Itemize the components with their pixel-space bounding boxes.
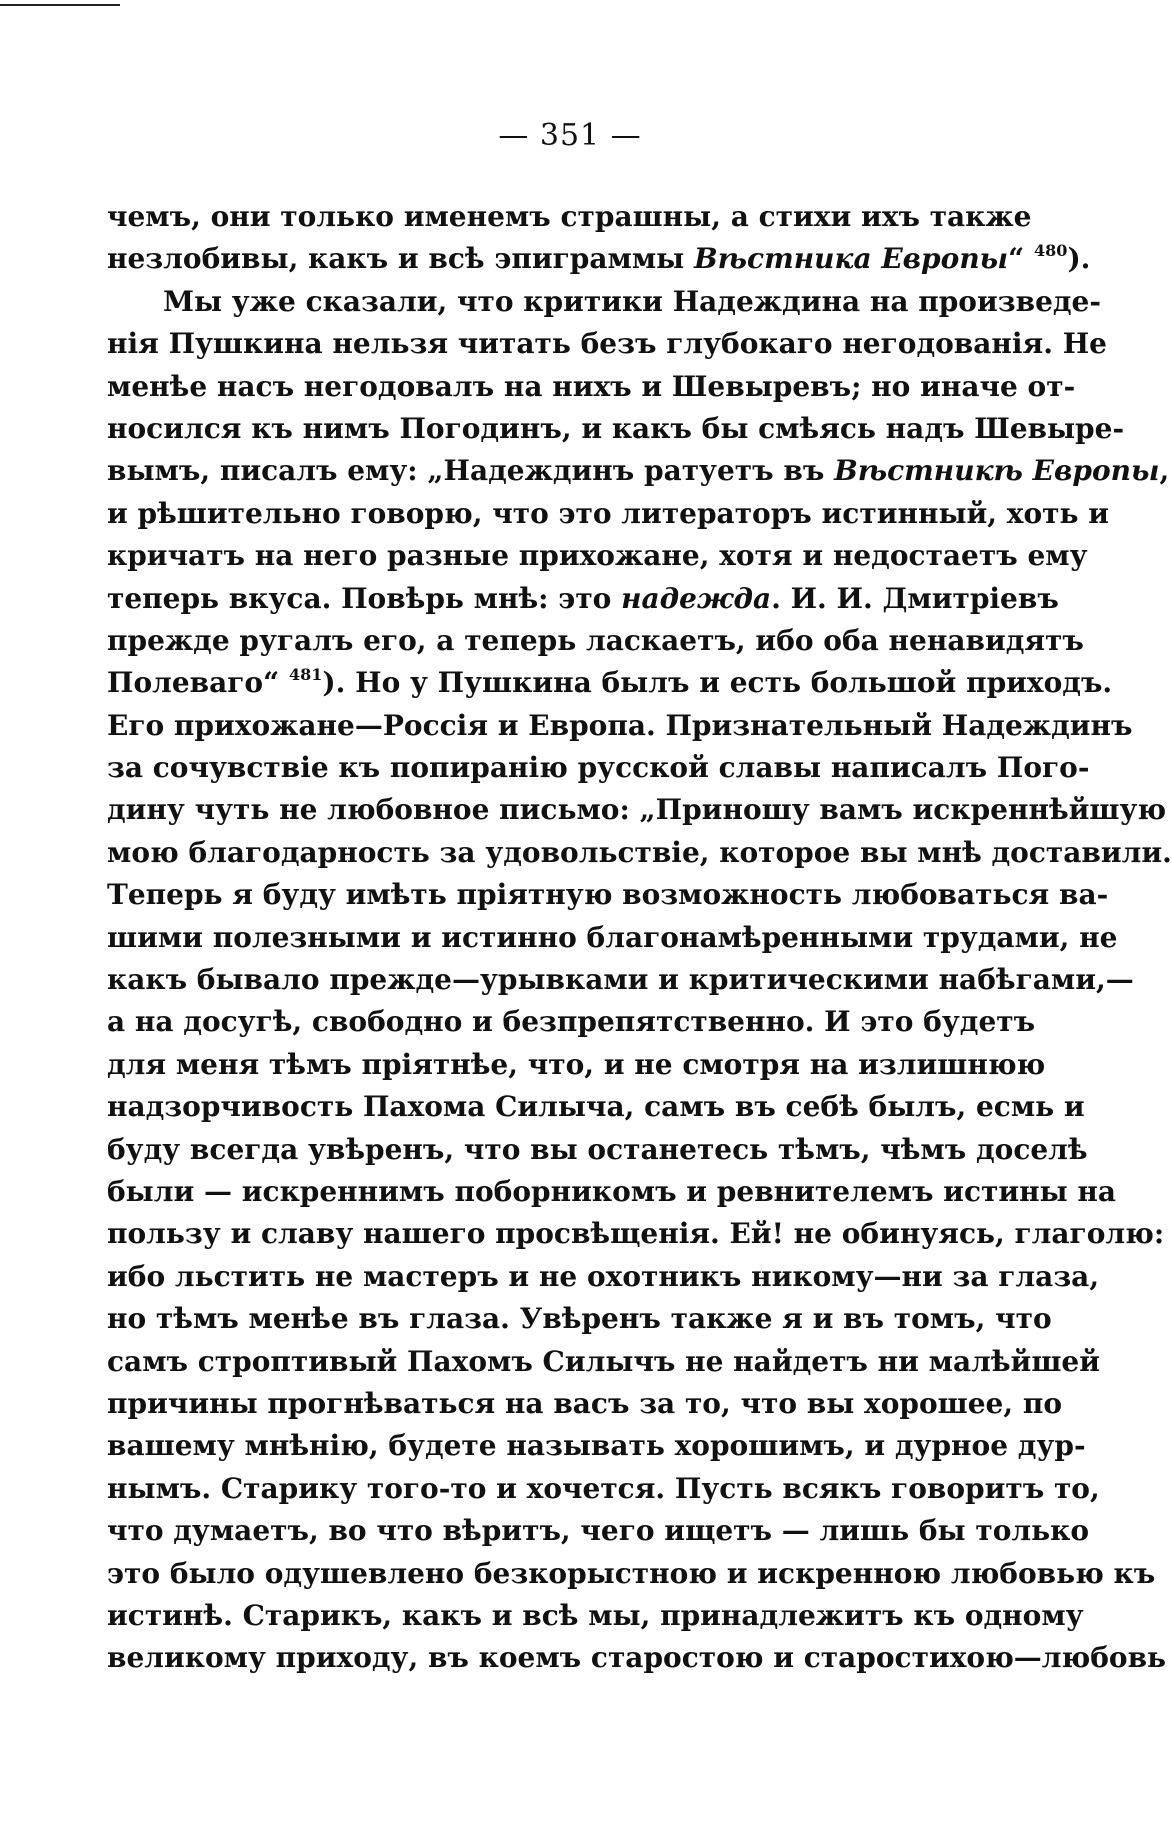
text-run: ). xyxy=(1067,242,1091,276)
text-run: нымъ. Старику того-то и хочется. Пусть всякъ говоритъ то, xyxy=(107,1471,1100,1505)
text-line xyxy=(107,959,1134,1001)
text-run: ). Но у Пушкина былъ и есть большой приходъ. xyxy=(322,666,1113,700)
text-line xyxy=(107,917,1118,959)
text-line xyxy=(107,1001,1036,1043)
page-number: — 351 — xyxy=(498,118,642,153)
text-run: носился къ нимъ Погодинъ, и какъ бы смѣясь надъ Шевыре- xyxy=(107,411,1125,445)
text-run: и рѣшительно говорю, что это литераторъ истинный, хоть и xyxy=(107,496,1110,530)
text-run: Его прихожане—Россія и Европа. Признательный Надеждинъ xyxy=(107,708,1133,742)
text-run: буду всегда увѣренъ, что вы останетесь тѣмъ, чѣмъ доселѣ xyxy=(107,1132,1088,1166)
text-run: мою благодарность за удовольствіе, которое вы мнѣ доставили. xyxy=(107,835,1172,869)
text-line xyxy=(107,705,1133,747)
text-run: великому приходу, въ коемъ старостою и старостихою—любовь xyxy=(107,1641,1167,1675)
italic-text: Вѣстникѣ Европы xyxy=(834,454,1160,488)
text-run: . И. И. Дмитріевъ xyxy=(771,581,1059,615)
page-body xyxy=(107,196,1172,1680)
text-run: Мы уже сказали, что критики Надеждина на произведе- xyxy=(163,284,1101,318)
text-run: , xyxy=(1159,454,1170,488)
text-run: а на досугѣ, свободно и безпрепятственно. И это будетъ xyxy=(107,1005,1036,1039)
text-run: надзорчивость Пахома Силыча, самъ въ себѣ былъ, есмь и xyxy=(107,1090,1085,1124)
text-run: кричатъ на него разные прихожане, хотя и недостаетъ ему xyxy=(107,539,1088,573)
text-line xyxy=(107,238,1091,280)
text-run: за сочувствіе къ попиранію русской славы написалъ Пого- xyxy=(107,751,1090,785)
text-run: Теперь я буду имѣть пріятную возможность любоваться ва- xyxy=(107,878,1109,912)
text-line xyxy=(107,1086,1085,1128)
text-line xyxy=(107,366,1076,408)
text-line xyxy=(107,1341,1100,1383)
text-line xyxy=(107,1425,1086,1467)
text-run: ибо льстить не мастеръ и не охотникъ никому—ни за глаза, xyxy=(107,1259,1100,1293)
text-line xyxy=(107,662,1113,704)
text-line xyxy=(107,281,1101,323)
text-run: незлобивы, какъ и всѣ эпиграммы xyxy=(107,242,694,276)
text-line xyxy=(107,1171,1117,1213)
text-run: это было одушевлено безкорыстною и искренною любовью къ xyxy=(107,1556,1156,1590)
text-run: самъ строптивый Пахомъ Силычъ не найдетъ ни малѣйшей xyxy=(107,1344,1100,1378)
text-line xyxy=(107,1595,1084,1637)
footnote-ref: 480 xyxy=(1034,241,1068,261)
text-line xyxy=(107,1468,1100,1510)
text-line xyxy=(107,747,1090,789)
text-run: для меня тѣмъ пріятнѣе, что, и не смотря на излишнюю xyxy=(107,1047,1046,1081)
text-line xyxy=(107,196,1032,238)
text-run: причины прогнѣваться на васъ за то, что вы хорошее, по xyxy=(107,1386,1063,1420)
text-line xyxy=(107,874,1109,916)
text-line xyxy=(107,1298,1052,1340)
text-line xyxy=(107,1637,1167,1679)
italic-text: надежда xyxy=(621,581,772,615)
text-run: теперь вкуса. Повѣрь мнѣ: это xyxy=(107,581,622,615)
text-line xyxy=(107,1553,1156,1595)
text-run: вымъ, писалъ ему: „Надеждинъ ратуетъ въ xyxy=(107,454,835,488)
text-line xyxy=(107,1256,1100,1298)
text-run: истинѣ. Старикъ, какъ и всѣ мы, принадлежитъ къ одному xyxy=(107,1598,1084,1632)
text-line xyxy=(107,450,1170,492)
text-run: менѣе насъ негодовалъ на нихъ и Шевыревъ; но иначе от- xyxy=(107,369,1076,403)
text-line xyxy=(107,789,1167,831)
top-rule xyxy=(0,4,120,6)
text-run: Полеваго“ xyxy=(107,666,289,700)
text-line xyxy=(107,1383,1063,1425)
text-run: но тѣмъ менѣе въ глаза. Увѣренъ также я и въ томъ, что xyxy=(107,1302,1052,1336)
text-run: нія Пушкина нельзя читать безъ глубокаго негодованія. Не xyxy=(107,327,1107,361)
text-line xyxy=(107,408,1125,450)
text-line xyxy=(107,493,1110,535)
text-run: дину чуть не любовное письмо: „Приношу вамъ искреннѣйшую xyxy=(107,793,1167,827)
text-line xyxy=(107,1213,1165,1255)
text-line xyxy=(107,620,1084,662)
footnote-ref: 481 xyxy=(288,665,323,685)
text-run: шими полезными и истинно благонамѣренными трудами, не xyxy=(107,920,1118,954)
text-run: чемъ, они только именемъ страшны, а стихи ихъ также xyxy=(107,200,1032,233)
text-line xyxy=(107,323,1107,365)
text-run: были — искреннимъ поборникомъ и ревнителемъ истины на xyxy=(107,1174,1117,1208)
text-run: “ xyxy=(1008,242,1035,276)
text-line xyxy=(107,1044,1046,1086)
text-line xyxy=(107,832,1172,874)
italic-text: Вѣстника Европы xyxy=(693,242,1009,276)
text-run: какъ бывало прежде—урывками и критическими набѣгами,— xyxy=(107,963,1134,997)
text-run: прежде ругалъ его, а теперь ласкаетъ, ибо оба ненавидятъ xyxy=(107,623,1084,657)
text-run: что думаетъ, во что вѣритъ, чего ищетъ — лишь бы только xyxy=(107,1514,1090,1548)
text-line xyxy=(107,1510,1090,1552)
text-run: вашему мнѣнію, будете называть хорошимъ, и дурное дур- xyxy=(107,1429,1086,1463)
text-line xyxy=(107,578,1059,620)
text-run: пользу и славу нашего просвѣщенія. Ей! не обинуясь, глаголю: xyxy=(107,1217,1165,1251)
text-line xyxy=(107,1129,1088,1171)
text-line xyxy=(107,535,1088,577)
